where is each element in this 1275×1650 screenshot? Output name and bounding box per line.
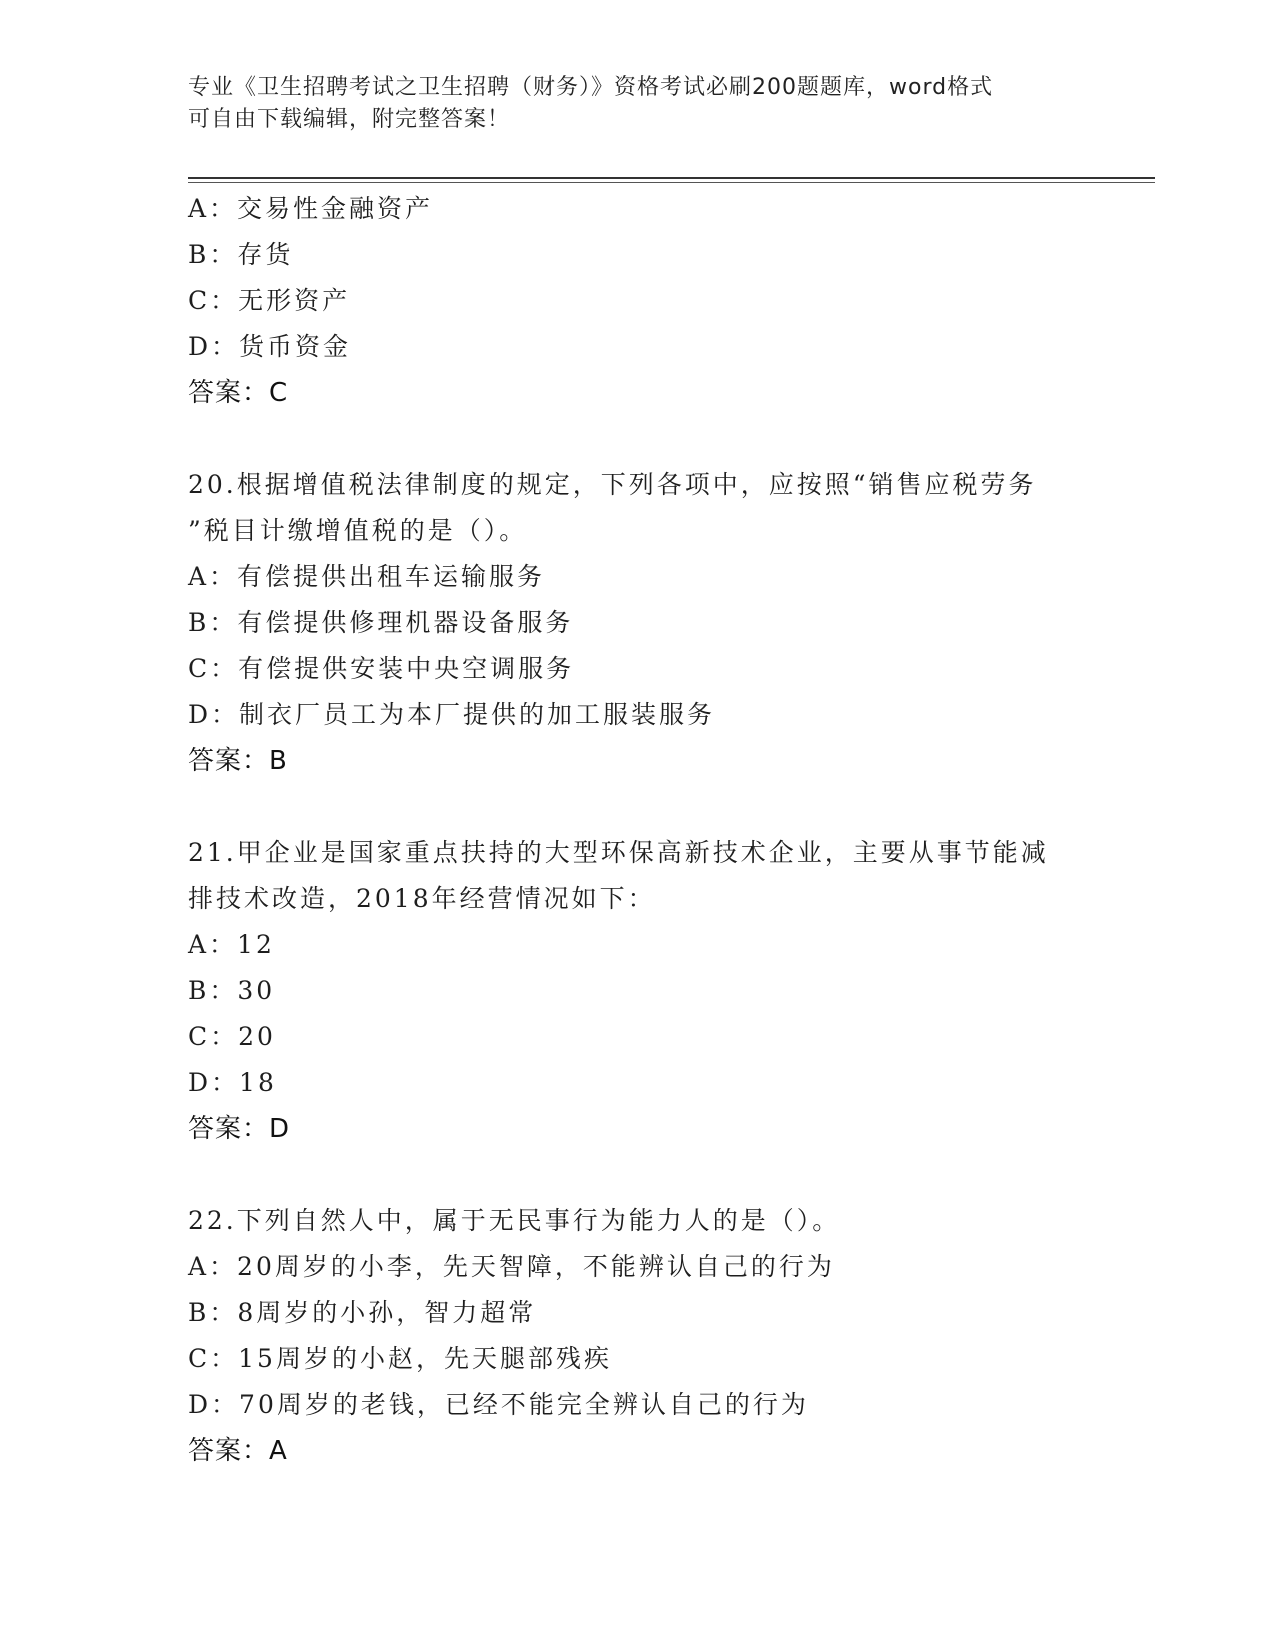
header-line-2: 可自由下载编辑，附完整答案！ (188, 107, 511, 132)
option-d: D：货币资金 (188, 332, 352, 361)
option-d: D：制衣厂员工为本厂提供的加工服装服务 (188, 700, 716, 729)
spacer (188, 416, 1088, 462)
question-19 (188, 186, 1088, 416)
header-divider-thick (188, 177, 1155, 179)
option-a: A：20周岁的小李，先天智障，不能辨认自己的行为 (188, 1252, 835, 1281)
question-stem-line: 20.根据增值税法律制度的规定，下列各项中，应按照“销售应税劳务 (188, 470, 1037, 499)
option-d: D：18 (188, 1068, 277, 1097)
question-22 (188, 1198, 1088, 1474)
question-stem-line: 22.下列自然人中，属于无民事行为能力人的是（）。 (188, 1206, 841, 1235)
option-a: A：12 (188, 930, 275, 959)
answer-key: 答案：B (188, 746, 288, 776)
document-header (188, 72, 1088, 136)
answer-key: 答案：D (188, 1114, 291, 1144)
option-c: C：15周岁的小赵，先天腿部残疾 (188, 1344, 612, 1373)
option-b: B：有偿提供修理机器设备服务 (188, 608, 574, 637)
option-c: C：有偿提供安装中央空调服务 (188, 654, 575, 683)
answer-key: 答案：C (188, 378, 289, 408)
option-b: B：8周岁的小孙，智力超常 (188, 1298, 537, 1327)
header-divider-thin (188, 182, 1155, 183)
question-list (188, 186, 1088, 1474)
answer-key: 答案：A (188, 1436, 288, 1466)
option-c: C：无形资产 (188, 286, 351, 315)
option-b: B：30 (188, 976, 276, 1005)
option-c: C：20 (188, 1022, 276, 1051)
option-b: B：存货 (188, 240, 294, 269)
question-stem-line: 21.甲企业是国家重点扶持的大型环保高新技术企业，主要从事节能减 (188, 838, 1049, 867)
question-20 (188, 462, 1088, 784)
option-a: A：交易性金融资产 (188, 194, 434, 223)
spacer (188, 1152, 1088, 1198)
question-stem-line: ”税目计缴增值税的是（）。 (188, 516, 528, 545)
question-21 (188, 830, 1088, 1152)
option-d: D：70周岁的老钱，已经不能完全辨认自己的行为 (188, 1390, 809, 1419)
question-stem-line: 排技术改造，2018年经营情况如下： (188, 884, 656, 913)
header-line-1: 专业《卫生招聘考试之卫生招聘（财务）》资格考试必刷200题题库，word格式 (188, 75, 994, 100)
option-a: A：有偿提供出租车运输服务 (188, 562, 546, 591)
spacer (188, 784, 1088, 830)
